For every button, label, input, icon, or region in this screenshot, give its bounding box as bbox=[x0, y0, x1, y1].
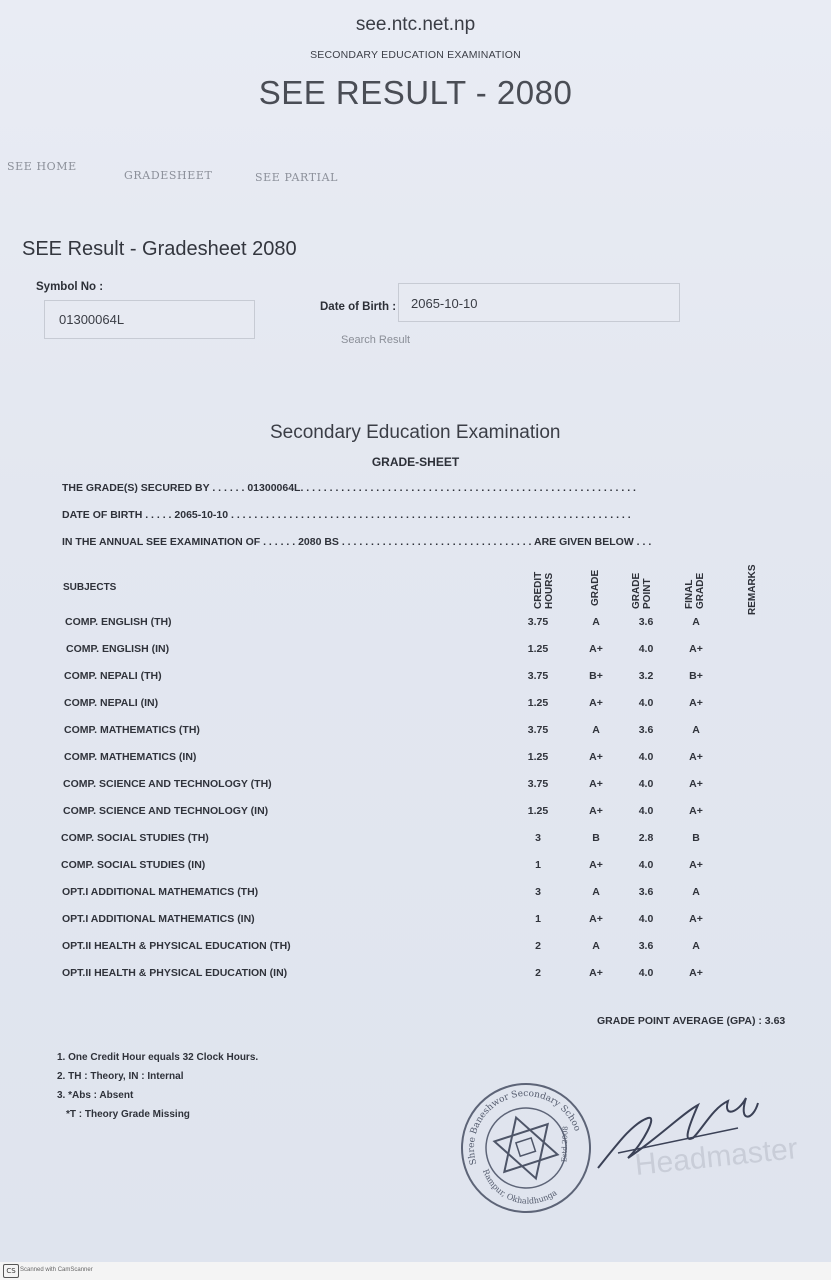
subject-cell: COMP. SCIENCE AND TECHNOLOGY (TH) bbox=[63, 778, 272, 790]
subject-cell: COMP. SOCIAL STUDIES (IN) bbox=[61, 859, 206, 871]
col-grade-point-line2: POINT bbox=[642, 578, 653, 609]
grade-cell: A+ bbox=[589, 805, 603, 817]
grade-cell: A bbox=[592, 724, 600, 736]
final-grade-cell: A+ bbox=[689, 643, 703, 655]
final-grade-cell: A+ bbox=[689, 751, 703, 763]
grade-cell: B bbox=[592, 832, 600, 844]
credit-cell: 3.75 bbox=[527, 670, 549, 682]
credit-cell: 3.75 bbox=[527, 616, 549, 628]
col-credit-hours-line2: HOURS bbox=[544, 572, 555, 609]
stamp-text-bottom: Rampur, Okhaldhunga bbox=[480, 1167, 559, 1206]
grade-point-cell: 3.6 bbox=[638, 724, 654, 736]
subject-cell: COMP. MATHEMATICS (TH) bbox=[64, 724, 200, 736]
nav-gradesheet[interactable]: GRADESHEET bbox=[124, 169, 213, 182]
subject-cell: OPT.I ADDITIONAL MATHEMATICS (IN) bbox=[62, 913, 255, 925]
stamp-estd: Estd.2008 bbox=[560, 1125, 570, 1163]
gpa: GRADE POINT AVERAGE (GPA) : 3.63 bbox=[597, 1015, 786, 1027]
headmaster-signature bbox=[588, 1083, 800, 1182]
table-row bbox=[0, 697, 831, 724]
col-grade-point bbox=[631, 573, 653, 609]
subject-cell: COMP. NEPALI (TH) bbox=[64, 670, 162, 682]
final-grade-cell: A bbox=[692, 940, 700, 952]
col-final-grade-line2: GRADE bbox=[695, 572, 706, 609]
note-4: *T : Theory Grade Missing bbox=[66, 1109, 190, 1120]
credit-cell: 3.75 bbox=[527, 724, 549, 736]
dob-label: Date of Birth : bbox=[320, 301, 397, 313]
col-grade: GRADE bbox=[590, 569, 601, 606]
table-row bbox=[0, 616, 831, 643]
dob-line: DATE OF BIRTH . . . . . 2065-10-10 . . . . . . . . . . . . . . . . . . . . . . . . . . . . . . . . . . . . . . . . . . . . . . . . . . . . . . . . . . . . . . . . . . . . . bbox=[62, 509, 631, 521]
grade-point-cell: 4.0 bbox=[638, 778, 654, 790]
secured-by-line: THE GRADE(S) SECURED BY . . . . . . 01300064L. . . . . . . . . . . . . . . . . . . . . . . . . . . . . . . . . . . . . . . . . . . . . . . . . . . . . . . . . . bbox=[62, 482, 636, 494]
table-row bbox=[0, 751, 831, 778]
subject-cell: COMP. ENGLISH (TH) bbox=[65, 616, 172, 628]
symbol-input-value: 01300064L bbox=[59, 312, 125, 327]
grade-point-cell: 4.0 bbox=[638, 859, 654, 871]
dob-input[interactable] bbox=[398, 283, 680, 322]
grade-point-cell: 4.0 bbox=[638, 643, 654, 655]
final-grade-cell: A bbox=[692, 886, 700, 898]
grade-point-cell: 2.8 bbox=[638, 832, 654, 844]
grade-cell: A+ bbox=[589, 859, 603, 871]
credit-cell: 3 bbox=[535, 886, 541, 898]
subject-cell: OPT.II HEALTH & PHYSICAL EDUCATION (TH) bbox=[62, 940, 291, 952]
final-grade-cell: A+ bbox=[689, 805, 703, 817]
subject-cell: COMP. ENGLISH (IN) bbox=[66, 643, 170, 655]
col-remarks: REMARKS bbox=[747, 564, 758, 615]
table-row bbox=[0, 670, 831, 697]
credit-cell: 1.25 bbox=[527, 697, 549, 709]
gradesheet-title: Secondary Education Examination bbox=[270, 422, 561, 443]
page-heading: SEE Result - Gradesheet 2080 bbox=[22, 238, 297, 260]
table-row bbox=[0, 967, 831, 994]
grade-cell: A+ bbox=[589, 913, 603, 925]
scanner-text: Scanned with CamScanner bbox=[20, 1267, 93, 1273]
credit-cell: 3.75 bbox=[527, 778, 549, 790]
table-row bbox=[0, 724, 831, 751]
grade-point-cell: 3.6 bbox=[638, 886, 654, 898]
table-row bbox=[0, 805, 831, 832]
final-grade-cell: A+ bbox=[689, 859, 703, 871]
dob-input-value: 2065-10-10 bbox=[411, 296, 478, 311]
grade-cell: A+ bbox=[589, 778, 603, 790]
col-final-grade-line1: FINAL bbox=[684, 579, 695, 609]
final-grade-cell: A+ bbox=[689, 913, 703, 925]
grade-point-cell: 4.0 bbox=[638, 967, 654, 979]
col-subjects: SUBJECTS bbox=[63, 582, 117, 593]
credit-cell: 2 bbox=[535, 967, 541, 979]
subject-cell: COMP. NEPALI (IN) bbox=[64, 697, 159, 709]
note-2: 2. TH : Theory, IN : Internal bbox=[57, 1071, 184, 1082]
nav-see-home[interactable]: SEE HOME bbox=[7, 160, 77, 173]
table-row bbox=[0, 778, 831, 805]
scanner-strip bbox=[0, 1262, 831, 1280]
subject-cell: OPT.I ADDITIONAL MATHEMATICS (TH) bbox=[62, 886, 259, 898]
note-1: 1. One Credit Hour equals 32 Clock Hours. bbox=[57, 1052, 259, 1063]
grade-cell: A+ bbox=[589, 643, 603, 655]
final-grade-cell: A+ bbox=[689, 967, 703, 979]
grade-cell: A+ bbox=[589, 751, 603, 763]
final-grade-cell: A+ bbox=[689, 697, 703, 709]
gradesheet-subtitle: GRADE-SHEET bbox=[371, 455, 460, 469]
exam-line: IN THE ANNUAL SEE EXAMINATION OF . . . . . . 2080 BS . . . . . . . . . . . . . . . . . . . . . . . . . . . . . . . . . ARE GIVEN BELOW . . . bbox=[62, 536, 652, 548]
grade-point-cell: 3.6 bbox=[638, 940, 654, 952]
school-stamp bbox=[456, 1078, 596, 1218]
final-grade-cell: A bbox=[692, 616, 700, 628]
col-credit-hours bbox=[533, 572, 555, 609]
grade-cell: A bbox=[592, 616, 600, 628]
site-url: see.ntc.net.np bbox=[355, 14, 476, 35]
credit-cell: 2 bbox=[535, 940, 541, 952]
table-row bbox=[0, 886, 831, 913]
signature-caption: Headmaster bbox=[633, 1132, 800, 1182]
subject-cell: COMP. SCIENCE AND TECHNOLOGY (IN) bbox=[63, 805, 269, 817]
subject-cell: COMP. SOCIAL STUDIES (TH) bbox=[61, 832, 209, 844]
subject-cell: COMP. MATHEMATICS (IN) bbox=[64, 751, 197, 763]
nav-see-partial[interactable]: SEE PARTIAL bbox=[255, 171, 339, 184]
site-title: SEE RESULT - 2080 bbox=[258, 74, 573, 111]
grade-point-cell: 4.0 bbox=[638, 751, 654, 763]
col-credit-hours-line1: CREDIT bbox=[533, 571, 544, 609]
grade-cell: A bbox=[592, 886, 600, 898]
site-subtitle: SECONDARY EDUCATION EXAMINATION bbox=[310, 49, 521, 61]
credit-cell: 1 bbox=[535, 913, 541, 925]
grade-point-cell: 3.2 bbox=[638, 670, 654, 682]
grade-point-cell: 4.0 bbox=[638, 697, 654, 709]
credit-cell: 1.25 bbox=[527, 643, 549, 655]
grade-point-cell: 3.6 bbox=[638, 616, 654, 628]
grade-point-cell: 4.0 bbox=[638, 805, 654, 817]
table-row bbox=[0, 643, 831, 670]
credit-cell: 1 bbox=[535, 859, 541, 871]
credit-cell: 3 bbox=[535, 832, 541, 844]
final-grade-cell: A bbox=[692, 724, 700, 736]
col-final-grade bbox=[684, 573, 706, 609]
credit-cell: 1.25 bbox=[527, 805, 549, 817]
grade-cell: A+ bbox=[589, 967, 603, 979]
table-row bbox=[0, 913, 831, 940]
credit-cell: 1.25 bbox=[527, 751, 549, 763]
subject-cell: OPT.II HEALTH & PHYSICAL EDUCATION (IN) bbox=[62, 967, 288, 979]
camscanner-icon: CS bbox=[3, 1264, 19, 1278]
col-grade-point-line1: GRADE bbox=[631, 572, 642, 609]
note-3: 3. *Abs : Absent bbox=[57, 1090, 134, 1101]
table-row bbox=[0, 859, 831, 886]
grade-cell: A+ bbox=[589, 697, 603, 709]
table-row bbox=[0, 832, 831, 859]
symbol-label: Symbol No : bbox=[36, 281, 104, 293]
grade-cell: B+ bbox=[589, 670, 603, 682]
grade-cell: A bbox=[592, 940, 600, 952]
symbol-input[interactable] bbox=[44, 300, 255, 339]
final-grade-cell: B bbox=[692, 832, 700, 844]
final-grade-cell: A+ bbox=[689, 778, 703, 790]
grade-point-cell: 4.0 bbox=[638, 913, 654, 925]
stamp-text-top: Shree Baneshwor Secondary School bbox=[466, 1088, 582, 1166]
final-grade-cell: B+ bbox=[689, 670, 703, 682]
table-row bbox=[0, 940, 831, 967]
search-result-button[interactable]: Search Result bbox=[341, 334, 411, 346]
